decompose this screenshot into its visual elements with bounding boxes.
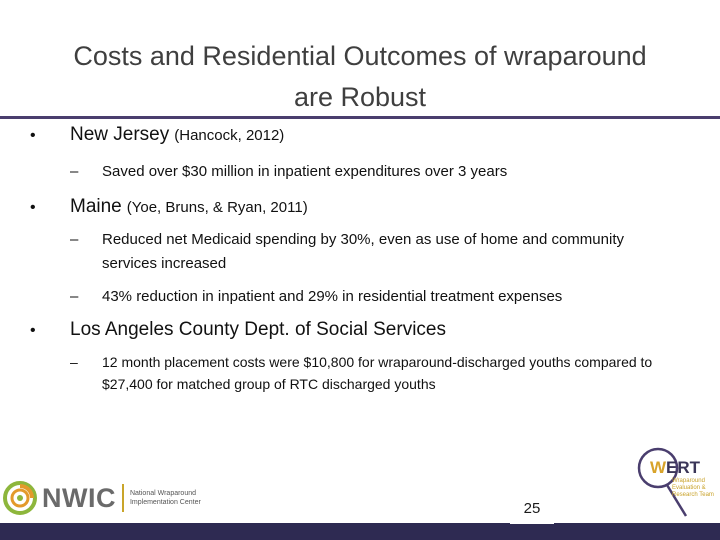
bullet-maine: [30, 196, 308, 218]
bullet-dot: •: [30, 127, 36, 144]
footer-bar: [0, 523, 720, 540]
sub-bullet: [70, 160, 507, 184]
bullet-dot: •: [30, 322, 36, 339]
sub-bullet-text: Saved over $30 million in inpatient expenditures over 3 years: [102, 163, 508, 180]
title-divider: [0, 116, 720, 119]
nwic-divider: [122, 484, 124, 512]
bullet-dot: •: [30, 199, 36, 216]
sub-bullet-dash: –: [70, 231, 79, 248]
sub-bullet-dash: –: [70, 288, 79, 305]
page-number: 25: [510, 478, 554, 524]
bullet-citation: (Hancock, 2012): [174, 127, 285, 144]
wert-wordmark: [650, 458, 700, 478]
bullet-citation: (Yoe, Bruns, & Ryan, 2011): [126, 199, 308, 216]
bullet-main-text: Los Angeles County Dept. of Social Services: [70, 319, 446, 340]
nwic-subtitle: National Wraparound Implementation Center: [129, 490, 201, 506]
slide-title: [20, 36, 700, 118]
bullet-main-text: Maine: [70, 196, 122, 217]
bullet-los-angeles: [30, 319, 446, 341]
nwic-logo: [2, 480, 210, 516]
wert-w: W: [650, 458, 667, 477]
sub-bullet-dash: –: [70, 354, 78, 370]
bullet-main-text: New Jersey: [70, 124, 170, 145]
sub-bullet: [70, 351, 690, 395]
sub-bullet: [70, 285, 700, 309]
sub-bullet-dash: –: [70, 163, 79, 180]
wert-subtitle: Wraparound Evaluation & Research Team: [672, 478, 714, 498]
wert-rest: ERT: [666, 458, 701, 477]
sub-bullet-text: 43% reduction in inpatient and 29% in residential treatment expenses: [102, 288, 563, 305]
nwic-swirl-icon: [2, 480, 38, 516]
sub-bullet: [70, 228, 660, 276]
title-line-2: are Robust: [293, 82, 427, 112]
bullet-new-jersey: [30, 124, 284, 146]
wert-logo: [634, 442, 720, 522]
sub-bullet-text: Reduced net Medicaid spending by 30%, even as use of home and community services increased: [102, 231, 624, 272]
title-line-1: Costs and Residential Outcomes of wraparound: [73, 41, 647, 71]
nwic-name: NWIC: [42, 482, 116, 513]
sub-bullet-text: 12 month placement costs were $10,800 for wraparound-discharged youths compared to $27,400 for matched group of RTC discharged youths: [102, 354, 653, 392]
